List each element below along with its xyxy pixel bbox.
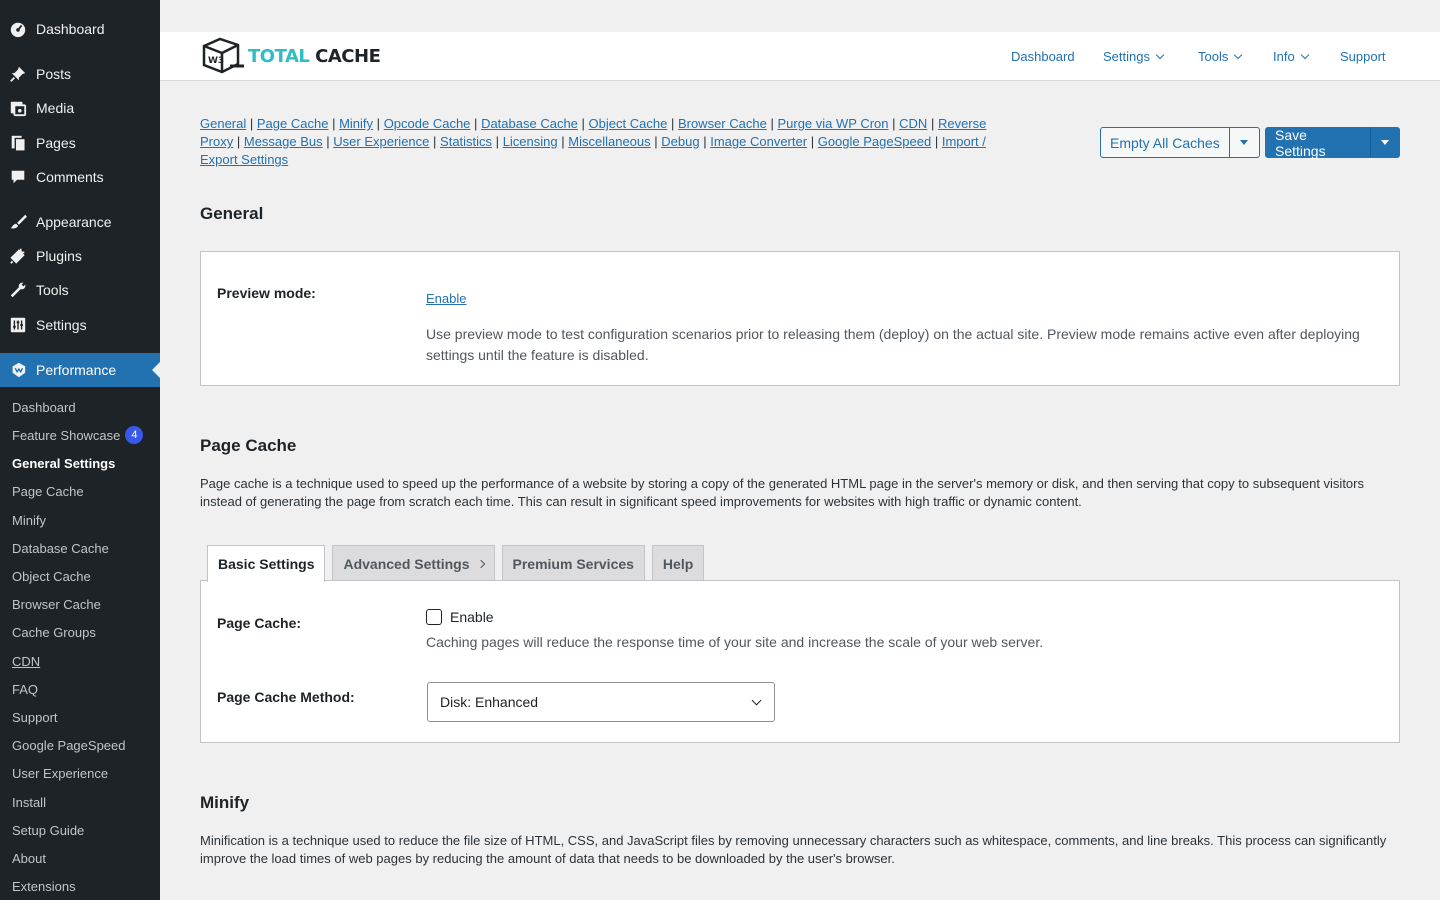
w3tc-icon xyxy=(8,360,28,380)
nav-settings[interactable]: Settings xyxy=(1103,49,1163,64)
submenu-feature-showcase[interactable]: Feature Showcase 4 xyxy=(12,425,143,445)
tab-premium-services[interactable]: Premium Services xyxy=(502,545,645,581)
menu-plugins[interactable] xyxy=(0,239,160,273)
chevron-right-icon xyxy=(476,559,484,567)
submenu-dashboard[interactable]: Dashboard xyxy=(12,399,76,415)
menu-label: Performance xyxy=(36,362,117,378)
page-cache-enable-checkbox[interactable] xyxy=(426,609,442,625)
link-database-cache[interactable]: Database Cache xyxy=(481,116,578,131)
menu-performance[interactable] xyxy=(0,353,160,387)
minify-description: Minification is a technique used to reduce the file size of HTML, CSS, and JavaScript files by removing unnecessary characters such as whitespace, comments, and line breaks. This process can significantly improve the load times of web pages by reducing the amount of data that needs to be downloaded by the user's browser. xyxy=(200,833,1387,866)
link-miscellaneous[interactable]: Miscellaneous xyxy=(568,134,651,149)
page-cache-enable-description: Caching pages will reduce the response time of your site and increase the scale of your web server. xyxy=(426,634,1044,650)
menu-posts[interactable] xyxy=(0,57,160,91)
link-google-pagespeed[interactable]: Google PageSpeed xyxy=(817,134,932,149)
save-settings-button[interactable]: Save Settings xyxy=(1265,127,1370,158)
logo-wordmark: TOTAL CACHE xyxy=(248,45,381,67)
submenu-minify[interactable]: Minify xyxy=(12,512,46,528)
preview-mode-description: Use preview mode to test configuration scenarios prior to releasing them (deploy) on the actual site. Preview mode remains active even after deploying settings until the feature is disabled. xyxy=(426,326,1360,363)
save-settings-dropdown-toggle[interactable] xyxy=(1370,127,1400,158)
page-cache-method-select[interactable] xyxy=(427,682,775,722)
submenu-browser-cache[interactable]: Browser Cache xyxy=(12,596,101,612)
nav-dashboard[interactable]: Dashboard xyxy=(1011,49,1075,64)
submenu-page-cache[interactable]: Page Cache xyxy=(12,483,84,499)
section-links: General | Page Cache | Minify | Opcode Cache | Database Cache | Object Cache | Browser Cache | Purge via WP Cron | CDN | Reverse Proxy | Message Bus | User Experience | Statistics | Licensing | Miscellaneous | Debug | Image Converter | Google PageSpeed | Import / Export Settings xyxy=(200,116,987,167)
empty-caches-group xyxy=(1100,127,1260,158)
tab-advanced-settings[interactable]: Advanced Settings xyxy=(332,545,494,581)
menu-media[interactable] xyxy=(0,91,160,125)
link-object-cache[interactable]: Object Cache xyxy=(588,116,668,131)
empty-all-caches-button[interactable]: Empty All Caches xyxy=(1100,127,1230,158)
general-panel xyxy=(200,251,1400,386)
submenu-setup-guide[interactable]: Setup Guide xyxy=(12,822,85,838)
comment-icon xyxy=(8,167,28,187)
nav-tools[interactable]: Tools xyxy=(1198,49,1241,64)
menu-comments[interactable] xyxy=(0,160,160,194)
minify-section-title: Minify xyxy=(200,793,250,812)
menu-label: Pages xyxy=(36,135,76,151)
link-page-cache[interactable]: Page Cache xyxy=(256,116,329,131)
menu-appearance[interactable] xyxy=(0,205,160,239)
submenu-user-experience[interactable]: User Experience xyxy=(12,765,109,781)
link-statistics[interactable]: Statistics xyxy=(440,134,493,149)
link-minify[interactable]: Minify xyxy=(339,116,374,131)
chevron-down-icon xyxy=(1300,51,1308,59)
save-settings-group xyxy=(1265,127,1400,158)
nav-support[interactable]: Support xyxy=(1340,49,1386,64)
menu-label: Appearance xyxy=(36,214,112,230)
menu-label: Posts xyxy=(36,66,72,82)
submenu-install[interactable]: Install xyxy=(12,794,46,810)
link-licensing[interactable]: Licensing xyxy=(502,134,558,149)
media-icon xyxy=(8,98,28,118)
menu-settings[interactable] xyxy=(0,308,160,342)
menu-tools[interactable] xyxy=(0,273,160,307)
submenu-faq[interactable]: FAQ xyxy=(12,681,39,697)
page-cache-tabs xyxy=(207,545,711,582)
page-cache-enable-text: Enable xyxy=(450,609,494,625)
nav-info[interactable]: Info xyxy=(1273,49,1308,64)
general-section-title: General xyxy=(200,204,264,223)
menu-dashboard[interactable] xyxy=(0,12,160,46)
submenu-about[interactable]: About xyxy=(12,850,46,866)
top-gap xyxy=(160,0,1440,32)
page-cache-label: Page Cache: xyxy=(217,615,302,631)
submenu-database-cache[interactable]: Database Cache xyxy=(12,540,109,556)
page-cache-description: Page cache is a technique used to speed up the performance of a website by storing a copy of the generated HTML page in the server's memory or disk, and then serving that copy to subsequent visitors instead of generating the page from scratch each time. This can result in significant speed improvements for websites with high traffic or dynamic content. xyxy=(200,476,1364,509)
plug-icon xyxy=(8,246,28,266)
link-image-converter[interactable]: Image Converter xyxy=(710,134,808,149)
submenu-extensions[interactable]: Extensions xyxy=(12,878,76,894)
pages-icon xyxy=(8,133,28,153)
link-reverse-proxy[interactable]: Reverse Proxy xyxy=(200,116,987,149)
submenu-general-settings[interactable]: General Settings xyxy=(12,455,116,471)
svg-text:W3: W3 xyxy=(208,56,225,66)
logo-cube-icon xyxy=(200,36,246,76)
link-cdn[interactable]: CDN xyxy=(899,116,928,131)
chevron-down-icon xyxy=(1156,51,1164,59)
menu-pages[interactable] xyxy=(0,126,160,160)
plugin-header xyxy=(160,32,1440,81)
preview-enable-link[interactable]: Enable xyxy=(426,291,467,306)
page-cache-panel xyxy=(200,580,1400,743)
current-menu-arrow xyxy=(152,362,160,378)
chevron-down-icon xyxy=(1234,51,1242,59)
menu-label: Tools xyxy=(36,282,69,298)
caret-down-icon xyxy=(1240,140,1248,145)
link-message-bus[interactable]: Message Bus xyxy=(243,134,323,149)
brush-icon xyxy=(8,212,28,232)
tab-basic-settings[interactable]: Basic Settings xyxy=(207,545,325,582)
link-browser-cache[interactable]: Browser Cache xyxy=(677,116,767,131)
menu-label: Settings xyxy=(36,317,87,333)
link-purge-wp-cron[interactable]: Purge via WP Cron xyxy=(777,116,889,131)
menu-label: Plugins xyxy=(36,248,82,264)
pin-icon xyxy=(8,64,28,84)
update-count-badge: 4 xyxy=(125,426,143,444)
chevron-down-icon xyxy=(752,696,762,706)
link-opcode-cache[interactable]: Opcode Cache xyxy=(383,116,471,131)
w3tc-logo[interactable] xyxy=(200,36,380,76)
link-user-experience[interactable]: User Experience xyxy=(333,134,430,149)
menu-label: Comments xyxy=(36,169,104,185)
submenu-support[interactable]: Support xyxy=(12,709,58,725)
admin-sidebar xyxy=(0,0,160,900)
submenu-google-pagespeed[interactable]: Google PageSpeed xyxy=(12,737,126,753)
menu-label: Dashboard xyxy=(36,21,105,37)
link-general[interactable]: General xyxy=(200,116,247,131)
submenu-object-cache[interactable]: Object Cache xyxy=(12,568,91,584)
menu-label: Media xyxy=(36,100,75,116)
empty-caches-dropdown-toggle[interactable] xyxy=(1230,127,1260,158)
link-import-export[interactable]: Import / Export Settings xyxy=(200,134,986,167)
page-cache-method-label: Page Cache Method: xyxy=(217,689,355,705)
caret-down-icon xyxy=(1381,140,1389,145)
page-cache-section-title: Page Cache xyxy=(200,436,297,455)
select-value: Disk: Enhanced xyxy=(440,694,539,710)
submenu-cdn[interactable]: CDN xyxy=(12,653,41,669)
dashboard-icon xyxy=(8,19,28,39)
sliders-icon xyxy=(8,315,28,335)
wrench-icon xyxy=(8,280,28,300)
link-debug[interactable]: Debug xyxy=(661,134,700,149)
preview-mode-label: Preview mode: xyxy=(217,285,316,301)
submenu-cache-groups[interactable]: Cache Groups xyxy=(12,624,96,640)
tab-help[interactable]: Help xyxy=(652,545,704,581)
page-cache-enable-control[interactable] xyxy=(426,609,494,625)
